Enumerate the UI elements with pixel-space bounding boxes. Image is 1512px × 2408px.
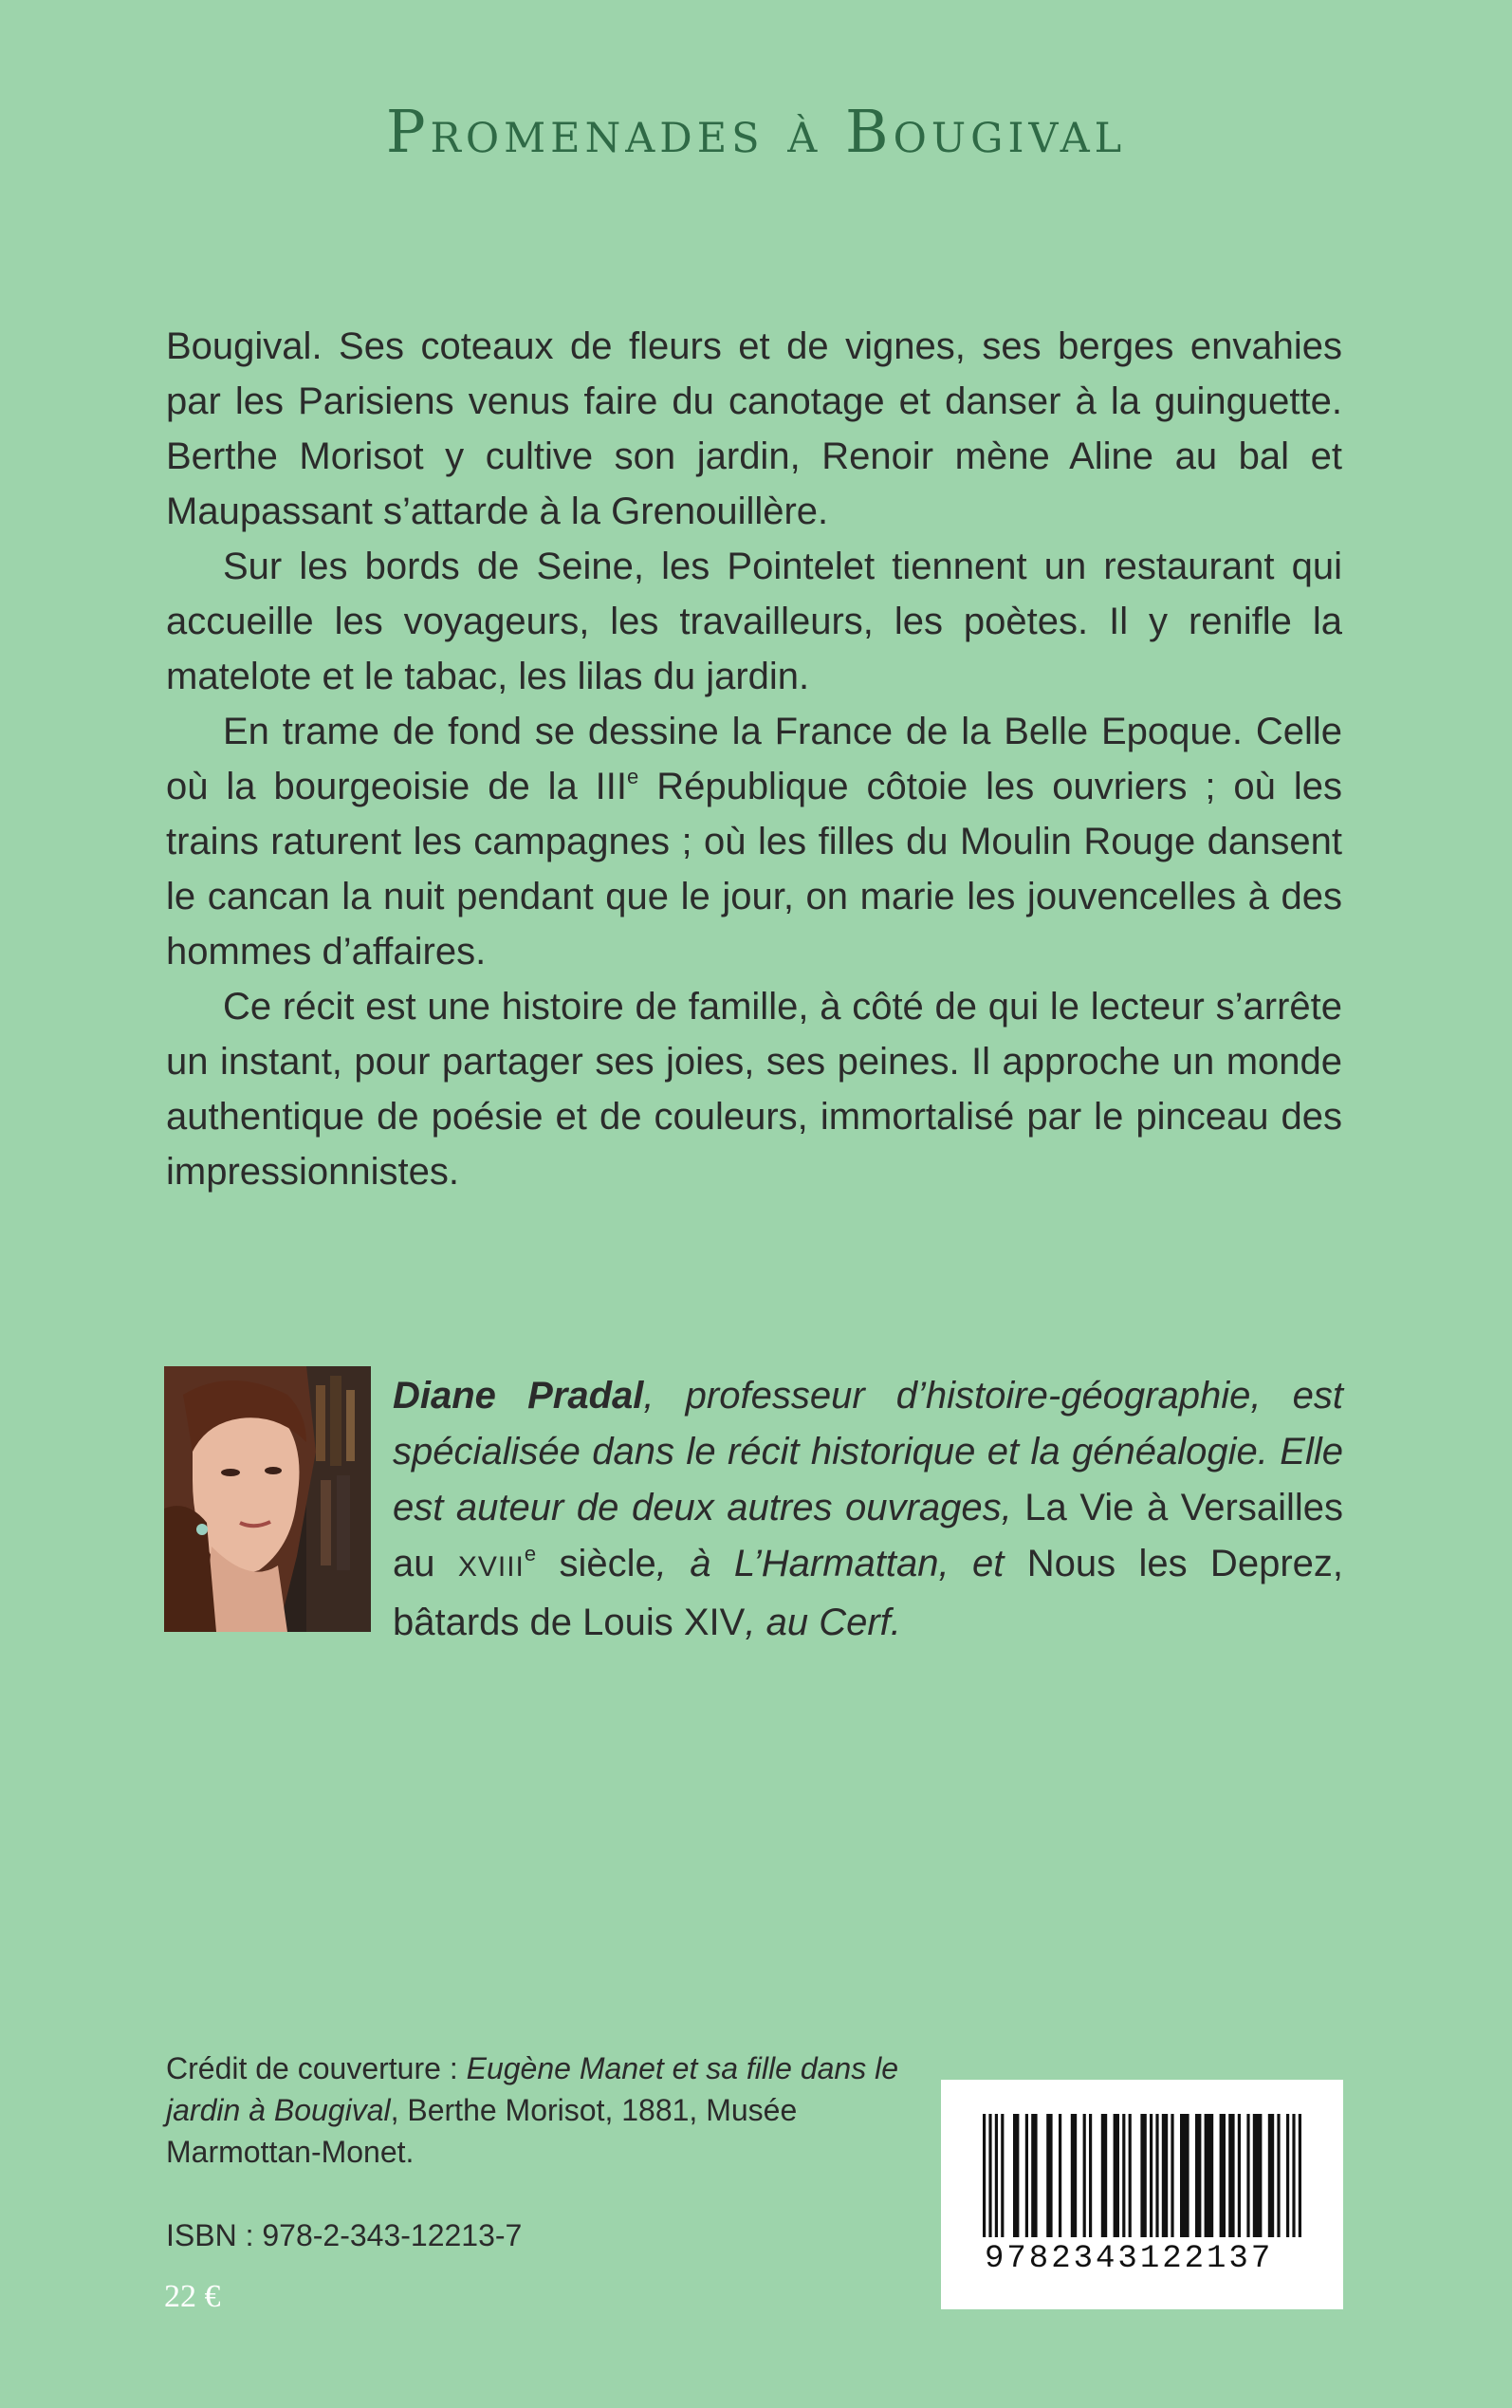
barcode-bar — [1129, 2114, 1132, 2237]
barcode-bar — [1122, 2114, 1125, 2237]
barcode-bars — [983, 2114, 1301, 2237]
barcode-bar — [1046, 2114, 1052, 2237]
barcode-bar — [1180, 2114, 1189, 2237]
barcode-bar — [1253, 2114, 1263, 2237]
barcode-bar — [1162, 2114, 1168, 2237]
barcode-bar — [1195, 2114, 1201, 2237]
barcode-bar — [1031, 2114, 1037, 2237]
barcode-bar — [1025, 2114, 1028, 2237]
cover-credit: Crédit de couverture : Eugène Manet et sa fille dans le jardin à Bougival, Berthe Morisot, 1881, Musée Marmottan-Monet. — [166, 2051, 898, 2169]
barcode-bar — [1013, 2114, 1019, 2237]
barcode-bar — [1228, 2114, 1234, 2237]
barcode-bar — [1150, 2114, 1152, 2237]
barcode-bar — [1089, 2114, 1092, 2237]
barcode-bar — [1286, 2114, 1289, 2237]
barcode-bar — [1299, 2114, 1301, 2237]
book-title-1: La Vie à Versailles au XVIIIe siècle — [393, 1487, 1343, 1584]
price: 22 € — [164, 2279, 221, 2314]
barcode-bar — [1220, 2114, 1226, 2237]
barcode-bar — [1171, 2114, 1173, 2237]
barcode-bar — [1246, 2114, 1249, 2237]
barcode-bar — [1101, 2114, 1107, 2237]
barcode-bar — [1205, 2114, 1214, 2237]
book-title-2: Nous les Deprez, bâtards de Louis XIV — [393, 1543, 1343, 1643]
book-title: Promenades à Bougival — [385, 97, 1127, 166]
author-photo — [164, 1366, 371, 1632]
barcode-bar — [1268, 2114, 1274, 2237]
barcode-bar — [1292, 2114, 1295, 2237]
barcode-bar — [1238, 2114, 1241, 2237]
barcode-bar — [1114, 2114, 1119, 2237]
barcode-bar — [988, 2114, 991, 2237]
blurb-paragraph-2: Sur les bords de Seine, les Pointelet tiennent un restaurant qui accueille les voyageurs, les travailleurs, les poètes. Il y renifle la matelote et le tabac, les lilas du jardin. — [166, 546, 1342, 697]
barcode-bar — [1083, 2114, 1086, 2237]
blurb-paragraph-4: Ce récit est une histoire de famille, à côté de qui le lecteur s’arrête un instant, pour partager ses joies, ses peines. Il approche un monde authentique de poésie et de couleurs, immortalisé par le pinceau des impressionnistes. — [166, 986, 1342, 1193]
author-bio: Diane Pradal, professeur d’histoire-géographie, est spécialisée dans le récit historique et la généalogie. Elle est auteur de deux autres ouvrages, La Vie à Versailles au XVIIIe siècle, à L’Harmattan, et Nous les Deprez, bâtards de Louis XIV, au Cerf. — [393, 1375, 1343, 1643]
barcode-bar — [1071, 2114, 1077, 2237]
barcode-bar — [1001, 2114, 1004, 2237]
barcode-digits: 9782343122137 — [985, 2241, 1274, 2277]
isbn: ISBN : 978-2-343-12213-7 — [166, 2218, 523, 2252]
barcode-bar — [1155, 2114, 1158, 2237]
author-name: Diane Pradal — [393, 1375, 644, 1417]
barcode-bar — [1059, 2114, 1061, 2237]
barcode — [941, 2080, 1343, 2309]
barcode-bar — [995, 2114, 998, 2237]
blurb-paragraph-3: En trame de fond se dessine la France de la Belle Epoque. Celle où la bourgeoisie de la IIIe République côtoie les ouvriers ; où les trains raturent les campagnes ; où les filles du Moulin Rouge dansent le cancan la nuit pendant que le jour, on marie les jouvencelles à des hommes d’affaires. — [166, 711, 1342, 972]
back-cover-blurb — [166, 319, 1342, 1199]
barcode-bar — [1277, 2114, 1280, 2237]
barcode-bar — [983, 2114, 986, 2237]
blurb-paragraph-1: Bougival. Ses coteaux de fleurs et de vignes, ses berges envahies par les Parisiens venus faire du canotage et danser à la guinguette. Berthe Morisot y cultive son jardin, Renoir mène Aline au bal et Maupassant s’attarde à la Grenouillère. — [166, 325, 1342, 532]
barcode-bar — [1140, 2114, 1146, 2237]
